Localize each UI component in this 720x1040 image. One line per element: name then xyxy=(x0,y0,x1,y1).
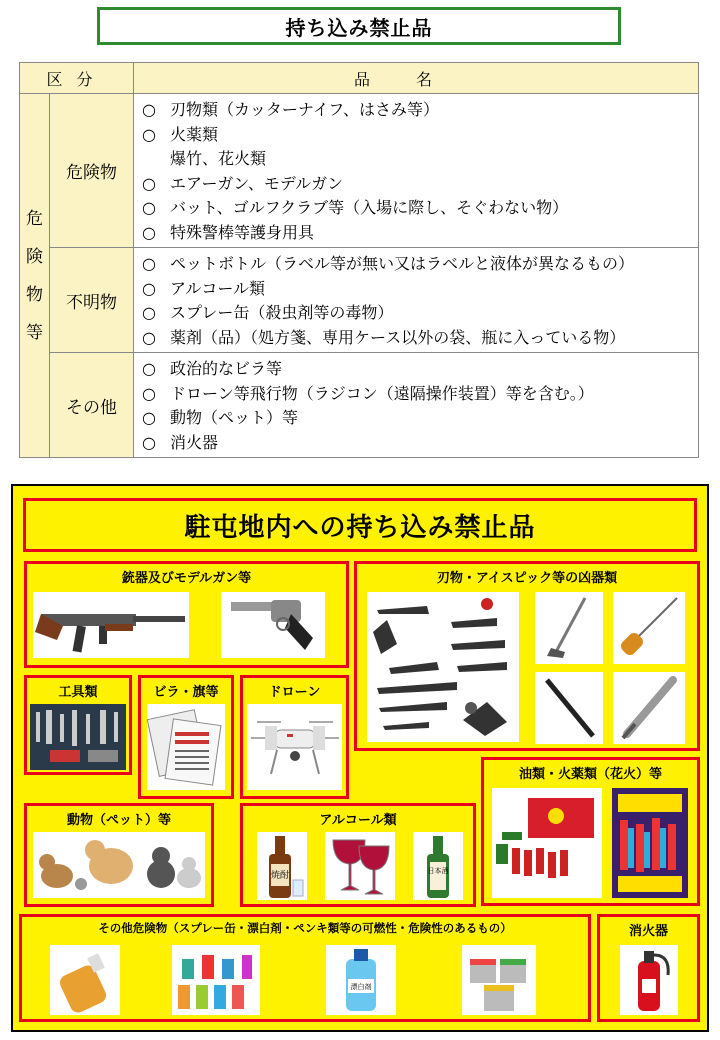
subcategory-unknown: 不明物 xyxy=(50,248,134,353)
poster-title: 駐屯地内への持ち込み禁止品 xyxy=(23,498,697,552)
list-item: ○ スプレー缶（殺虫剤等の毒物） xyxy=(142,301,698,326)
bullet: ○ xyxy=(142,303,156,322)
panel-other-hazards xyxy=(19,914,591,1022)
table-row xyxy=(20,353,699,458)
firecracker-icon xyxy=(492,788,602,898)
knives-icon xyxy=(367,592,519,742)
list-item: ○ 薬剤（品）（処方箋、専用ケース以外の袋、瓶に入っている物） xyxy=(142,326,698,351)
prohibited-items-table xyxy=(19,62,699,458)
wine-glasses-icon xyxy=(325,832,395,900)
drone-icon xyxy=(247,704,342,790)
subcategory-dangerous: 危険物 xyxy=(50,94,134,248)
fireworks-pack-icon xyxy=(612,788,688,898)
panel-label: ビラ・旗等 xyxy=(153,685,219,700)
list-item: ○ ペットボトル（ラベル等が無い又はラベルと液体が異なるもの） xyxy=(142,252,698,277)
panel-label: アルコール類 xyxy=(319,813,397,828)
sake-bottle-icon xyxy=(413,832,463,900)
baton-icon xyxy=(535,672,603,744)
flyer-icon xyxy=(147,704,225,790)
list-item: ○ エアーガン、モデルガン xyxy=(142,172,698,197)
panel-label: 油類・火薬類（花火）等 xyxy=(518,767,662,782)
main-category-char: 物 xyxy=(26,284,43,305)
table-row xyxy=(20,248,699,353)
bullet: ○ xyxy=(142,124,156,144)
list-item: ○ 消火器 xyxy=(142,431,698,456)
bullet: ○ xyxy=(142,254,156,273)
panel-label: 刃物・アイスピック等の凶器類 xyxy=(436,571,618,586)
panel-label: 工具類 xyxy=(58,685,98,700)
pets-icon xyxy=(33,832,205,898)
panel-flyers xyxy=(138,675,234,799)
fire-extinguisher-icon xyxy=(620,945,678,1015)
main-category-vertical xyxy=(20,94,50,458)
bat-icon xyxy=(613,672,685,744)
golf-club-icon xyxy=(535,592,603,664)
list-item: ○ バット、ゴルフクラブ等（入場に際し、そぐわない物） xyxy=(142,196,698,221)
panel-blades xyxy=(354,561,700,751)
list-item: ○ 特殊警棒等護身用具 xyxy=(142,221,698,246)
paint-cans-icon xyxy=(462,945,536,1015)
bullet: ○ xyxy=(142,198,156,217)
bleach-bottle-icon xyxy=(326,945,396,1015)
bullet: ○ xyxy=(142,173,156,193)
shochu-bottle-icon xyxy=(257,832,307,900)
panel-label: 動物（ペット）等 xyxy=(66,813,171,828)
panel-animals xyxy=(24,803,214,907)
table-row xyxy=(20,94,699,248)
main-category-char: 険 xyxy=(26,246,43,267)
prohibited-poster xyxy=(11,484,709,1032)
subcategory-other: その他 xyxy=(50,353,134,458)
panel-label: 銃器及びモデルガン等 xyxy=(121,571,252,586)
panel-guns xyxy=(24,561,349,668)
bullet: ○ xyxy=(142,327,156,347)
rifle-icon xyxy=(33,592,189,658)
bottle-label: 焼酎 xyxy=(270,871,290,881)
header-category: 区分 xyxy=(20,63,134,94)
panel-extinguisher xyxy=(597,914,700,1022)
pet-bottle-icon xyxy=(50,945,120,1015)
main-category-char: 危 xyxy=(26,208,43,229)
list-item: 爆竹、花火類 xyxy=(170,149,267,168)
revolver-icon xyxy=(221,592,325,658)
tools-icon xyxy=(30,704,126,770)
panel-drone xyxy=(240,675,349,799)
bullet: ○ xyxy=(142,432,156,452)
items-other xyxy=(134,353,699,458)
bullet: ○ xyxy=(142,383,156,403)
bullet: ○ xyxy=(142,359,156,378)
items-dangerous xyxy=(134,94,699,248)
items-unknown xyxy=(134,248,699,353)
page-title: 持ち込み禁止品 xyxy=(97,7,621,45)
panel-label: その他危険物（スプレー缶・漂白剤・ペンキ類等の可燃性・危険性のあるもの） xyxy=(98,921,512,935)
bleach-label: 漂白剤 xyxy=(350,983,372,991)
bullet: ○ xyxy=(142,100,156,119)
panel-label: 消火器 xyxy=(628,924,668,939)
panel-tools xyxy=(24,675,132,775)
list-item: ○ 政治的なビラ等 xyxy=(142,357,698,382)
bullet: ○ xyxy=(142,408,156,427)
list-item: ○ 動物（ペット）等 xyxy=(142,406,698,431)
list-item: ○ ドローン等飛行物（ラジコン（遠隔操作装置）等を含む。） xyxy=(142,382,698,407)
list-item: ○ 刃物類（カッターナイフ、はさみ等） xyxy=(142,98,698,123)
ice-pick-icon xyxy=(613,592,685,664)
spray-cans-icon xyxy=(172,945,260,1015)
bullet: ○ xyxy=(142,278,156,298)
panel-label: ドローン xyxy=(268,685,321,700)
header-items: 品名 xyxy=(134,63,699,94)
list-item: ○ アルコール類 xyxy=(142,277,698,302)
panel-fireworks xyxy=(481,757,700,906)
list-item: ○ 火薬類 xyxy=(142,123,698,148)
bottle-label: 日本酒 xyxy=(427,867,449,875)
table-header-row xyxy=(20,63,699,94)
bullet: ○ xyxy=(142,222,156,242)
panel-alcohol xyxy=(240,803,476,907)
main-category-char: 等 xyxy=(26,322,43,343)
